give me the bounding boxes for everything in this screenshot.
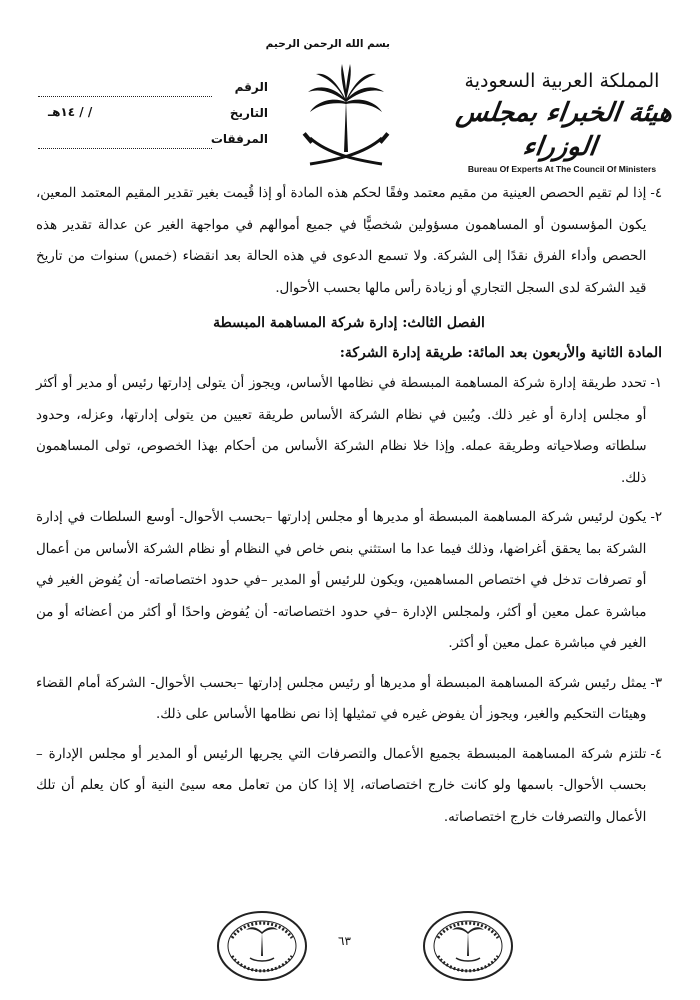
item-text: يمثل رئيس شركة المساهمة المبسطة أو مديرها أو رئيس مجلس إدارتها –بحسب الأحوال- الشركة أمام القضاء وهيئات التحكيم والغير، ويجوز أن يفوض غيره في تمثيلها إذا نص نظامها الأساس على ذلك. — [36, 675, 647, 722]
chapter-title: الفصل الثالث: إدارة شركة المساهمة المبسطة — [213, 315, 485, 331]
list-item — [36, 502, 662, 660]
article-title: المادة الثانية والأربعون بعد المائة: طريقة إدارة الشركة: — [339, 345, 662, 361]
item-number: ٣- — [650, 675, 662, 691]
document-body — [36, 178, 662, 833]
number-label: الرقم — [234, 80, 268, 94]
item-text: تلتزم شركة المساهمة المبسطة بجميع الأعمال والتصرفات التي يجريها الرئيس أو المدير أو مجلس الإدارة –بحسب الأحوال- باسمها ولو كانت خارج اختصاصاته، إلا إذا كان من تعامل معه سيئ النية أو كان يعلم أن تلك الأعمال والتصرفات خارج اختصاصاته. — [36, 746, 647, 825]
letterhead-right — [442, 70, 682, 174]
official-seal-left-icon — [216, 908, 308, 984]
date-field — [38, 106, 268, 128]
page-number: ٦٣ — [338, 934, 351, 948]
official-seal-right-icon — [422, 908, 514, 984]
date-label: التاريخ — [229, 106, 268, 120]
number-field — [38, 80, 268, 102]
item-text: تحدد طريقة إدارة شركة المساهمة المبسطة في نظامها الأساس، ويجوز أن يتولى إدارتها رئيس أو مدير أو أكثر أو مجلس إدارة أو غير ذلك. ويُبين في نظام الشركة الأساس طريقة تعيين من يتولى إدارتها، وعزله، وحدود سلطاته وصلاحياته وطريقة عمله. وإذا خلا نظام الشركة الأساس من أحكام بهذا الخصوص، تولى المساهمون ذلك. — [36, 376, 647, 486]
item-number: ٢- — [650, 510, 662, 525]
bureau-title-english: Bureau Of Experts At The Council Of Ministers — [467, 164, 657, 174]
reference-fields — [38, 80, 268, 158]
list-item — [36, 368, 662, 494]
attachments-label: المرفقات — [210, 132, 268, 146]
attachments-line — [38, 148, 212, 149]
item-number: ١- — [650, 376, 662, 391]
basmala: بسم الله الرحمن الرحيم — [265, 38, 390, 50]
kingdom-title: المملكة العربية السعودية — [464, 70, 660, 92]
date-value: / / ١٤هـ — [48, 105, 93, 119]
attachments-field — [38, 132, 268, 154]
list-item — [36, 668, 662, 731]
item-text: يكون لرئيس شركة المساهمة المبسطة أو مديرها أو مجلس إدارتها –بحسب الأحوال- أوسع السلطات في إدارة الشركة بما يحقق أغراضها، وذلك فيما عدا ما استثني بنص خاص في النظام أو نظام الشركة الأساس من أعمال أو تصرفات تدخل في اختصاص المساهمين، ويكون للرئيس أو المدير –في حدود اختصاصاته- أن يُفوض الغير في مباشرة عمل معين أو أكثر، ولمجلس الإدارة –في حدود اختصاصاته- أن يُفوض واحدًا أو أكثر من أعضائه أو من الغير في مباشرة عمل معين أو أكثر. — [36, 510, 647, 651]
bureau-title-arabic: هيئة الخبراء بمجلس الوزراء — [454, 98, 675, 162]
number-line — [38, 96, 212, 97]
intro-item — [36, 178, 662, 304]
item-number: ٤- — [650, 746, 662, 762]
list-item — [36, 739, 662, 834]
item-text: إذا لم تقيم الحصص العينية من مقيم معتمد وفقًا لحكم هذه المادة أو إذا قُيمت بغير تقدير المقيم المعتمد المعين، يكون المؤسسون أو المساهمون مسؤولين شخصيًّا في جميع أموالهم في مواجهة الغير عن عدالة تقدير هذه الحصص وأداء الفرق نقدًا إلى الشركة. ولا تسمع الدعوى في هذه الحالة بعد انقضاء (خمس) سنوات من تاريخ قيد الشركة لدى السجل التجاري أو زيادة رأس مالها بحسب الأحوال. — [36, 186, 647, 296]
saudi-emblem-icon — [296, 60, 396, 172]
item-number: ٤- — [650, 186, 662, 201]
